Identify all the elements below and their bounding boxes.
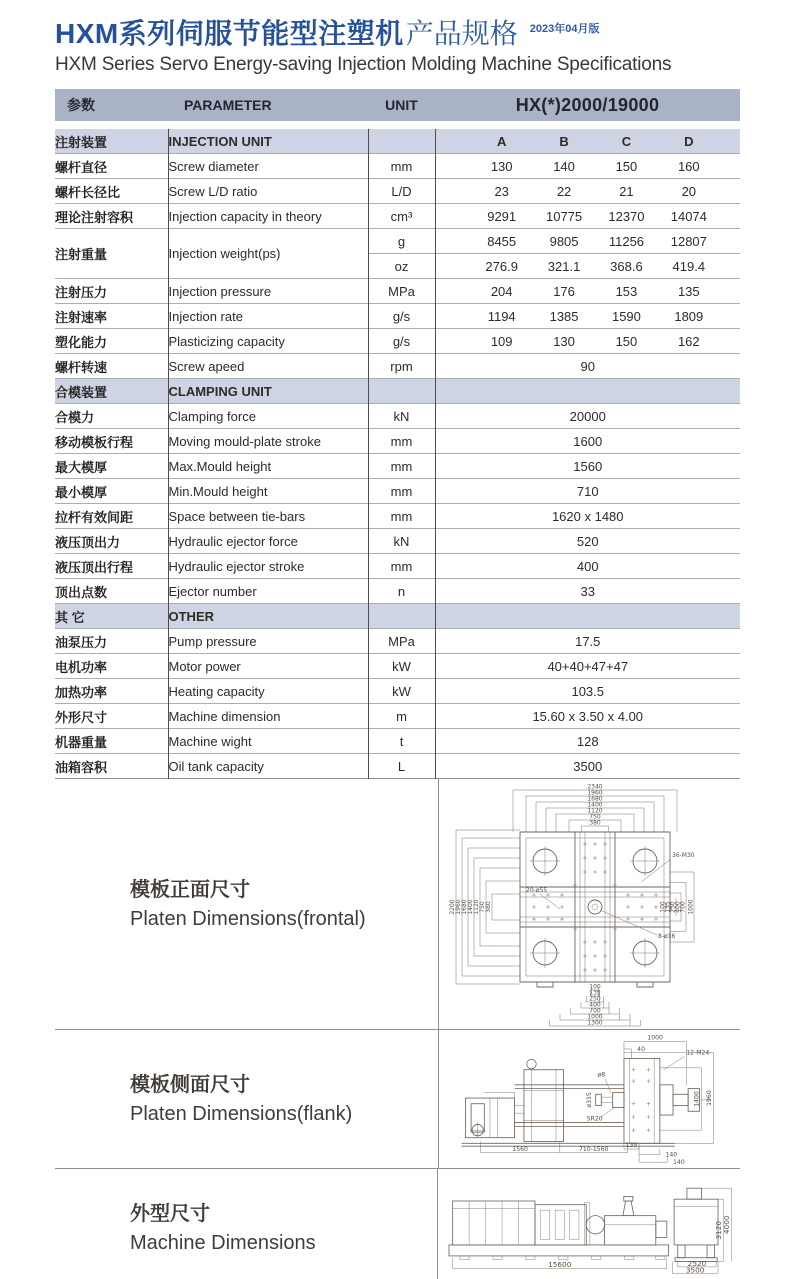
dim-label: 1000	[646, 1034, 663, 1042]
value-span: 1560	[435, 454, 740, 479]
dim-label: 1960	[454, 899, 462, 915]
values-cell	[435, 379, 740, 404]
hole-marks	[532, 842, 658, 972]
dim-label: 1400	[466, 899, 474, 915]
diagram-row-machine	[55, 1168, 740, 1279]
diagram-label-en: Machine Dimensions	[130, 1232, 316, 1254]
section-row-other	[55, 604, 740, 629]
value-b: 22	[556, 183, 572, 199]
param-en: Heating capacity	[168, 679, 368, 704]
value-a: 109	[490, 333, 513, 349]
unit-cell: L/D	[368, 179, 435, 204]
table-row	[55, 529, 740, 554]
value-c: 153	[615, 283, 638, 299]
param-en: Machine dimension	[168, 704, 368, 729]
unit-cell: kW	[368, 679, 435, 704]
value-span: 103.5	[435, 679, 740, 704]
dim-label: 1120	[586, 807, 603, 815]
diagram-label-frontal	[55, 779, 439, 1029]
value-span: 1620 x 1480	[435, 504, 740, 529]
param-cn: 液压顶出行程	[55, 554, 168, 579]
param-cn: 螺杆长径比	[55, 179, 168, 204]
values-cell	[435, 154, 740, 179]
dim-label: 700	[588, 1007, 601, 1015]
param-en: Hydraulic ejector stroke	[168, 554, 368, 579]
unit-cell: kN	[368, 404, 435, 429]
value-a: 1194	[487, 308, 516, 324]
param-cn: 加热功率	[55, 679, 168, 704]
dim-label: 140	[672, 1159, 685, 1166]
dim-label: 2340	[586, 783, 603, 791]
value-d: 135	[677, 283, 700, 299]
table-row	[55, 454, 740, 479]
page-header	[0, 0, 790, 76]
values-cell	[435, 329, 740, 354]
param-en: Injection pressure	[168, 279, 368, 304]
param-cn: 注射压力	[55, 279, 168, 304]
param-cn: 理论注射容积	[55, 204, 168, 229]
note-tapped-holes: 12-M24	[685, 1049, 709, 1057]
param-cn: 拉杆有效间距	[55, 504, 168, 529]
value-c: 368.6	[610, 258, 643, 274]
param-en: Machine wight	[168, 729, 368, 754]
unit-cell	[368, 604, 435, 629]
platen-outline	[520, 832, 670, 987]
param-cn: 最小模厚	[55, 479, 168, 504]
section-en: INJECTION UNIT	[168, 129, 368, 154]
col-param-cn: 参数	[67, 97, 95, 113]
dim-label: 1400	[693, 1091, 701, 1107]
dim-label: 250	[669, 901, 676, 913]
value-c: 21	[619, 183, 634, 199]
value-span: 90	[435, 354, 740, 379]
table-row	[55, 729, 740, 754]
value-a: 8455	[487, 233, 517, 249]
dim-label: 2200	[448, 899, 456, 915]
dim-label: 1000	[586, 1013, 603, 1021]
param-en: Ejector number	[168, 579, 368, 604]
unit-cell: L	[368, 754, 435, 779]
param-en: Injection capacity in theory	[168, 204, 368, 229]
param-en: Plasticizing capacity	[168, 329, 368, 354]
variant-header-cell	[435, 129, 740, 154]
section-cn: 合模装置	[55, 379, 168, 404]
unit-cell: g/s	[368, 329, 435, 354]
value-d: 162	[677, 333, 700, 349]
variant-d: D	[684, 133, 694, 149]
flank-dimension-lines	[480, 1041, 713, 1162]
param-en: Pump pressure	[168, 629, 368, 654]
param-en: Hydraulic ejector force	[168, 529, 368, 554]
dim-label: 3120	[713, 1220, 723, 1240]
table-row	[55, 304, 740, 329]
param-cn: 移动模板行程	[55, 429, 168, 454]
value-span: 1600	[435, 429, 740, 454]
diagram-row-platen-frontal	[55, 779, 740, 1029]
dim-label: 250	[588, 995, 601, 1003]
dim-label: 1400	[586, 801, 603, 809]
param-cn: 注射重量	[55, 229, 168, 279]
value-span: 400	[435, 554, 740, 579]
value-span: 17.5	[435, 629, 740, 654]
dim-label: 700	[679, 901, 686, 913]
dim-label: 15600	[548, 1259, 572, 1269]
param-cn: 最大模厚	[55, 454, 168, 479]
col-model: HX(*)2000/19000	[515, 94, 660, 115]
table-row	[55, 504, 740, 529]
dim-label: 3500	[685, 1265, 705, 1275]
page-title	[55, 12, 790, 51]
dim-label: 1000	[687, 899, 694, 915]
section-cn: 注射装置	[55, 129, 168, 154]
value-c: 12370	[608, 208, 645, 224]
values-cell	[435, 604, 740, 629]
unit-cell: g	[368, 229, 435, 254]
section-row-injection	[55, 129, 740, 154]
table-row	[55, 679, 740, 704]
unit-cell: mm	[368, 429, 435, 454]
unit-cell: mm	[368, 504, 435, 529]
dim-label: 750	[478, 901, 486, 913]
table-row	[55, 154, 740, 179]
dim-label: 100	[659, 901, 666, 913]
param-en: Space between tie-bars	[168, 504, 368, 529]
dim-label: 4000	[722, 1215, 732, 1235]
param-en: Min.Mould height	[168, 479, 368, 504]
diagram-label-en: Platen Dimensions(frontal)	[130, 908, 366, 930]
table-row	[55, 429, 740, 454]
col-unit: UNIT	[385, 97, 418, 113]
unit-cell: g/s	[368, 304, 435, 329]
value-b: 9805	[549, 233, 579, 249]
value-span: 710	[435, 479, 740, 504]
param-cn: 液压顶出力	[55, 529, 168, 554]
unit-cell: t	[368, 729, 435, 754]
value-b: 321.1	[547, 258, 581, 274]
diagram-label-cn: 模板侧面尺寸	[130, 1074, 250, 1096]
section-row-clamping	[55, 379, 740, 404]
diagram-label-en: Platen Dimensions(flank)	[130, 1103, 353, 1125]
dim-label: 140	[664, 1151, 677, 1159]
unit-cell: kN	[368, 529, 435, 554]
table-row	[55, 579, 740, 604]
diagram-label-machine	[55, 1169, 438, 1279]
unit-cell: kW	[368, 654, 435, 679]
dim-label: 2520	[687, 1258, 707, 1268]
unit-cell: mm	[368, 454, 435, 479]
dim-label: 380	[588, 819, 601, 827]
unit-cell: m	[368, 704, 435, 729]
dim-label: 1560	[511, 1145, 528, 1153]
param-cn: 螺杆直径	[55, 154, 168, 179]
value-span: 33	[435, 579, 740, 604]
value-d: 12807	[670, 233, 707, 249]
value-span: 15.60 x 3.50 x 4.00	[435, 704, 740, 729]
variant-c: C	[621, 133, 632, 149]
diagram-figure-frontal	[439, 779, 740, 1029]
values-cell	[435, 204, 740, 229]
unit-cell: MPa	[368, 279, 435, 304]
unit-cell: n	[368, 579, 435, 604]
param-en: Injection rate	[168, 304, 368, 329]
value-c: 150	[615, 333, 638, 349]
dim-label: SR20	[586, 1115, 603, 1123]
table-row	[55, 179, 740, 204]
unit-cell: mm	[368, 154, 435, 179]
value-span: 128	[435, 729, 740, 754]
diagram-label-flank	[55, 1030, 439, 1168]
dim-label: 1680	[460, 899, 468, 915]
dim-label: 1680	[586, 795, 603, 803]
table-row	[55, 329, 740, 354]
platen-flank-drawing	[440, 1032, 740, 1166]
section-cn: 其 它	[55, 604, 168, 629]
value-b: 10775	[545, 208, 583, 224]
diagram-label-cn: 模板正面尺寸	[130, 879, 250, 901]
value-span: 20000	[435, 404, 740, 429]
dim-label: 400	[588, 1001, 601, 1009]
diagram-row-platen-flank	[55, 1029, 740, 1168]
param-en: Motor power	[168, 654, 368, 679]
table-row	[55, 654, 740, 679]
table-row	[55, 354, 740, 379]
unit-cell: mm	[368, 479, 435, 504]
dim-label: 100	[588, 983, 601, 991]
table-row	[55, 229, 740, 254]
values-cell	[435, 304, 740, 329]
table-row	[55, 754, 740, 779]
param-cn: 螺杆转速	[55, 354, 168, 379]
param-cn: 外形尺寸	[55, 704, 168, 729]
machine-side-view	[449, 1196, 669, 1259]
param-en: Clamping force	[168, 404, 368, 429]
value-b: 130	[553, 333, 575, 349]
param-cn: 机器重量	[55, 729, 168, 754]
values-cell	[435, 179, 740, 204]
dim-label: 1960	[705, 1090, 713, 1106]
value-a: 130	[490, 158, 513, 174]
dim-label: 135	[625, 1142, 637, 1150]
param-cn: 油箱容积	[55, 754, 168, 779]
value-span: 3500	[435, 754, 740, 779]
machine-end-view	[674, 1188, 718, 1261]
section-en: OTHER	[168, 604, 368, 629]
value-b: 176	[553, 283, 575, 299]
value-a: 204	[490, 283, 513, 299]
unit-cell: cm³	[368, 204, 435, 229]
value-d: 1809	[674, 308, 704, 324]
diagram-label-cn: 外型尺寸	[130, 1203, 210, 1225]
value-d: 14074	[670, 208, 707, 224]
page-subtitle: HXM Series Servo Energy-saving Injection Molding Machine Specifications	[55, 54, 672, 75]
unit-cell: MPa	[368, 629, 435, 654]
dim-label: 135	[588, 989, 601, 997]
value-c: 11256	[608, 233, 645, 249]
value-c: 1590	[611, 308, 641, 324]
table-row	[55, 204, 740, 229]
flank-hole-marks	[631, 1068, 650, 1132]
section-en: CLAMPING UNIT	[168, 379, 368, 404]
param-cn: 合模力	[55, 404, 168, 429]
param-cn: 电机功率	[55, 654, 168, 679]
param-en: Injection weight(ps)	[168, 229, 368, 279]
dim-label: 710-1560	[578, 1145, 609, 1153]
param-en: Screw apeed	[168, 354, 368, 379]
dim-label: 380	[484, 901, 492, 913]
param-cn: 油泵压力	[55, 629, 168, 654]
param-en: Oil tank capacity	[168, 754, 368, 779]
title-cn-light: 产品规格	[405, 18, 518, 49]
col-param-en: PARAMETER	[184, 97, 272, 113]
unit-cell: oz	[368, 254, 435, 279]
unit-cell: rpm	[368, 354, 435, 379]
value-span: 40+40+47+47	[435, 654, 740, 679]
dim-label: 135	[664, 901, 671, 913]
diagram-area	[55, 779, 740, 1279]
values-cell	[435, 229, 740, 254]
table-row	[55, 479, 740, 504]
value-d: 419.4	[672, 258, 706, 274]
edition-label: 2023年04月版	[529, 23, 600, 35]
note-tapped-holes: 36-M30	[671, 852, 695, 859]
machine-dimensions-drawing	[438, 1179, 740, 1277]
diagram-figure-machine	[438, 1169, 740, 1279]
param-en: Screw diameter	[168, 154, 368, 179]
param-cn: 顶出点数	[55, 579, 168, 604]
value-b: 1385	[549, 308, 579, 324]
variant-a: A	[496, 133, 507, 149]
table-row	[55, 554, 740, 579]
dim-label: 1960	[586, 789, 603, 797]
dim-label: 40	[636, 1045, 645, 1053]
unit-cell	[368, 129, 435, 154]
value-a: 276.9	[485, 258, 518, 274]
value-a: 23	[494, 183, 509, 199]
param-cn: 塑化能力	[55, 329, 168, 354]
values-cell	[435, 279, 740, 304]
values-cell	[435, 254, 740, 279]
note-through-holes: 8-ø36	[657, 933, 675, 940]
param-cn: 注射速率	[55, 304, 168, 329]
param-en: Max.Mould height	[168, 454, 368, 479]
table-row	[55, 279, 740, 304]
value-c: 150	[615, 158, 638, 174]
unit-cell	[368, 379, 435, 404]
unit-cell: mm	[368, 554, 435, 579]
value-b: 140	[553, 158, 575, 174]
value-span: 520	[435, 529, 740, 554]
value-d: 20	[681, 183, 697, 199]
table-row	[55, 404, 740, 429]
note-slot-holes: 20-ø55	[525, 887, 547, 894]
dim-label: 1120	[472, 899, 480, 915]
title-cn-bold: HXM系列伺服节能型注塑机	[55, 18, 404, 49]
param-en: Screw L/D ratio	[168, 179, 368, 204]
param-en: Moving mould-plate stroke	[168, 429, 368, 454]
platen-frontal-drawing	[440, 780, 740, 1028]
spec-table	[55, 129, 740, 779]
dim-label: 750	[588, 813, 601, 821]
dim-label: 1300	[586, 1019, 603, 1027]
dim-label: 400	[674, 901, 681, 913]
diagram-figure-flank	[439, 1030, 740, 1168]
value-d: 160	[677, 158, 700, 174]
table-row	[55, 704, 740, 729]
variant-b: B	[559, 133, 569, 149]
table-row	[55, 629, 740, 654]
dim-label: ø315	[585, 1092, 593, 1108]
value-a: 9291	[487, 208, 517, 224]
table-header-bar	[55, 89, 740, 121]
dim-label: ø8	[596, 1071, 605, 1079]
